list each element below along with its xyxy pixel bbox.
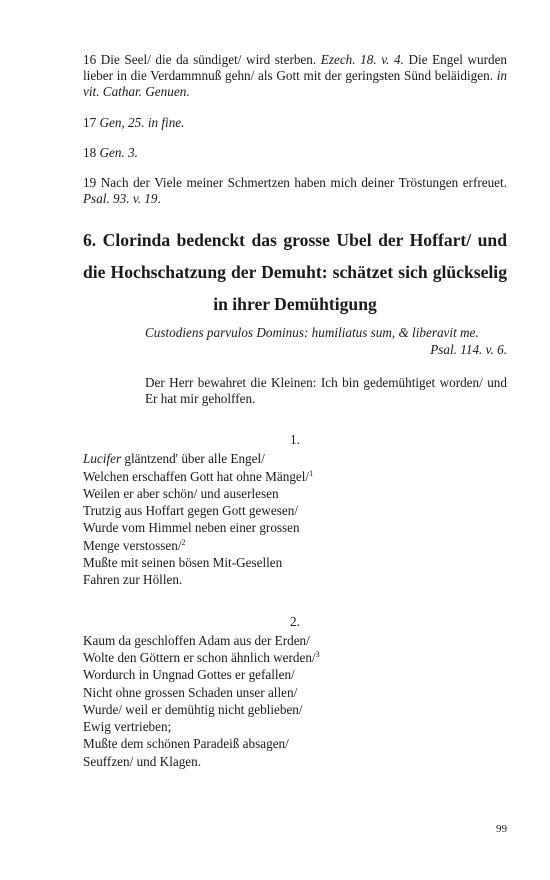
footnote-marker: 1: [309, 468, 314, 478]
footnote-16: [83, 52, 507, 101]
footnote-17: [83, 115, 507, 131]
footnote-reference: Psal. 93. v. 19: [83, 191, 158, 207]
footnote-reference: Gen. 3.: [99, 144, 138, 160]
footnote-punctuation: .: [157, 191, 161, 207]
verse-line: Mußte mit seinen bösen Mit-Gesellen: [83, 555, 283, 571]
verse-line: Weilen er aber schön/ und auserlesen: [83, 485, 279, 501]
latin-motto: Custodiens parvulos Dominus: humiliatus sum, & liberavit me.: [145, 325, 479, 341]
verse-italic: Lucifer: [83, 451, 122, 467]
german-motto: Der Herr bewahret die Kleinen: Ich bin gedemühtiget worden/ und Er hat mir geholffen.: [145, 374, 507, 407]
verse-line: Wurde vom Himmel neben einer grossen: [83, 520, 300, 536]
motto-block: [145, 325, 507, 407]
stanza-number: 1.: [290, 432, 300, 448]
heading-line: in ihrer Demühtigung: [213, 294, 377, 315]
verse-line: Wurde/ weil er demühtig nicht geblieben/: [83, 701, 303, 717]
verse-text: gläntzend' über alle Engel/: [121, 451, 265, 467]
footnote-number: 18: [83, 144, 97, 160]
stanza-number: 2.: [290, 613, 300, 629]
footnote-18: [83, 145, 507, 161]
footnote-number: 16: [83, 52, 97, 67]
footnote-number: 17: [83, 114, 97, 130]
stanza-1: [83, 450, 507, 588]
verse-line: Fahren zur Höllen.: [83, 572, 183, 588]
verse-line: Ewig vertrieben;: [83, 719, 172, 735]
footnote-text: Die Engel wurden lieber in die Verdammnuß gehn/ als Gott mit der geringsten Sünd beläidigen.: [83, 52, 508, 84]
verse-line: [83, 537, 507, 554]
verse-text: Wolte den Göttern er schon ähnlich werden/: [83, 649, 316, 665]
heading-line: die Hochschatzung der Demuht: schätzet sich glückselig: [83, 262, 507, 283]
verse-line: Nicht ohne grossen Schaden unser allen/: [83, 684, 298, 700]
verse-line: [83, 649, 507, 666]
verse-line: [83, 468, 507, 485]
verse-line: Mußte dem schönen Paradeiß absagen/: [83, 736, 289, 752]
page-content: [83, 52, 507, 770]
chapter-heading: [83, 224, 507, 320]
verse-line: [83, 450, 507, 467]
footnote-marker: 3: [315, 649, 320, 659]
footnote-punctuation: .: [186, 84, 190, 100]
heading-line: 6. Clorinda bedenckt das grosse Ubel der Hoffart/ und: [83, 230, 507, 251]
verse-line: Seuffzen/ und Klagen.: [83, 753, 202, 769]
footnote-reference: in vit. Cathar. Genuen: [83, 68, 507, 100]
verse-text: Welchen erschaffen Gott hat ohne Mängel/: [83, 468, 310, 484]
verse-line: Wordurch in Ungnad Gottes er gefallen/: [83, 667, 295, 683]
footnote-reference: Ezech. 18. v. 4.: [320, 52, 404, 67]
footnote-text: Nach der Viele meiner Schmertzen haben mich deiner Tröstungen erfreuet.: [100, 175, 507, 191]
footnote-reference: Gen, 25. in fine.: [99, 114, 185, 130]
verse-line: Kaum da geschloffen Adam aus der Erden/: [83, 632, 310, 648]
page-number: 99: [496, 823, 507, 835]
verse-text: Menge verstossen/: [83, 537, 182, 553]
verse-line: Trutzig aus Hoffart gegen Gott gewesen/: [83, 503, 298, 519]
footnote-marker: 2: [181, 537, 186, 547]
motto-reference: Psal. 114. v. 6.: [430, 341, 507, 357]
stanza-2: [83, 632, 507, 770]
footnote-number: 19: [83, 175, 97, 191]
footnote-text: Die Seel/ die da sündiget/ wird sterben.: [100, 52, 317, 67]
footnote-19: [83, 175, 507, 207]
